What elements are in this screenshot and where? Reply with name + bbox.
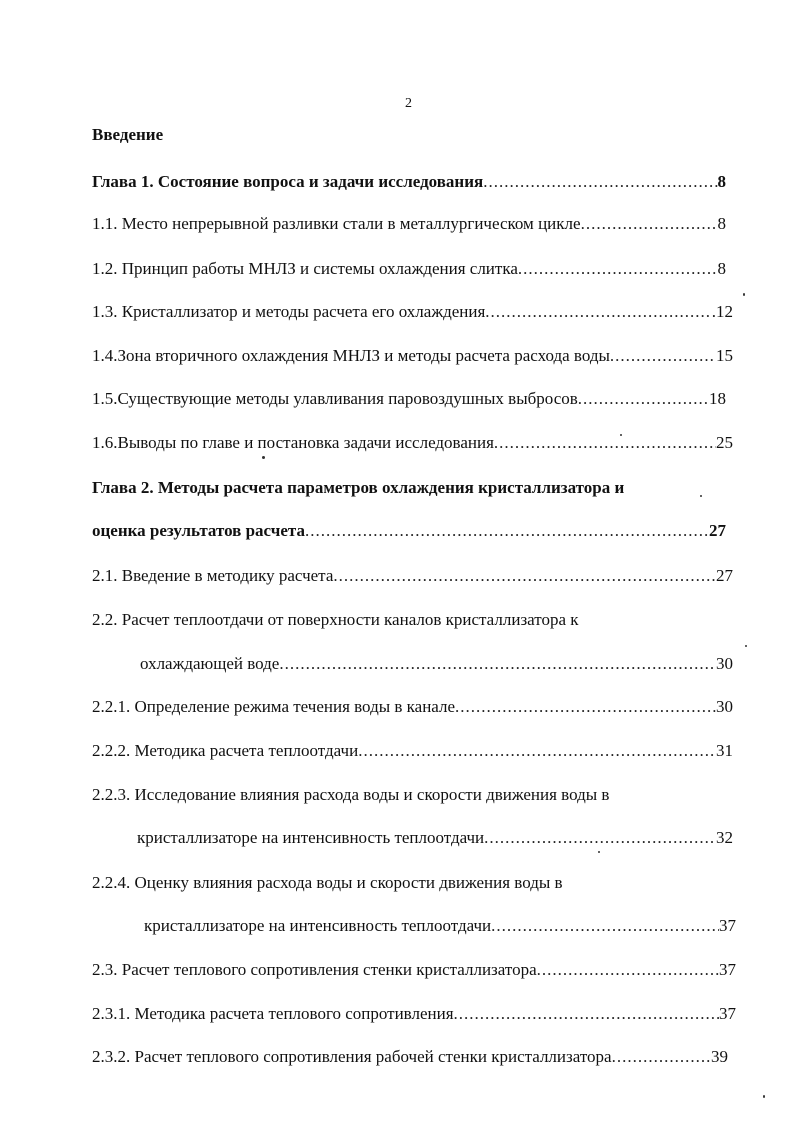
toc-entry-page: 37 (719, 916, 736, 935)
toc-leader-dots (537, 958, 719, 982)
toc-entry-page: 30 (716, 654, 733, 673)
toc-leader-dots (279, 652, 716, 676)
toc-entry-page: 18 (709, 389, 726, 408)
toc-entry-1-5 (92, 387, 726, 411)
toc-entry-1-4 (92, 344, 733, 368)
toc-entry-chapter-2-line-2 (92, 519, 726, 543)
toc-entry-page: 27 (716, 566, 733, 585)
toc-leader-dots (454, 1002, 719, 1026)
scan-speck (763, 1095, 765, 1098)
toc-leader-dots (484, 826, 716, 850)
toc-entry-2-2-3-line-1 (92, 783, 609, 807)
toc-leader-dots (333, 564, 716, 588)
toc-entry-2-2-1 (92, 695, 733, 719)
toc-entry-label: 2.2.2. Методика расчета теплоотдачи (92, 741, 359, 760)
toc-entry-label: 1.4.Зона вторичного охлаждения МНЛЗ и методы расчета расхода воды (92, 346, 610, 365)
toc-entry-label: кристаллизаторе на интенсивность теплоотдачи (144, 916, 492, 935)
toc-entry-page: 32 (716, 828, 733, 847)
toc-entry-2-3-1 (92, 1002, 736, 1026)
toc-entry-label: кристаллизаторе на интенсивность теплоотдачи (137, 828, 485, 847)
toc-entry-label: охлаждающей воде (140, 654, 280, 673)
toc-entry-label: 1.1. Место непрерывной разливки стали в металлургическом цикле (92, 214, 581, 233)
toc-entry-page: 25 (716, 433, 733, 452)
toc-entry-page: 37 (719, 960, 736, 979)
toc-entry-2-2-2 (92, 739, 733, 763)
toc-entry-2-3 (92, 958, 736, 982)
toc-leader-dots (491, 914, 719, 938)
toc-leader-dots (610, 344, 716, 368)
toc-entry-2-2-3-line-2 (137, 826, 733, 850)
scan-speck (598, 851, 600, 853)
toc-entry-page: 8 (717, 214, 726, 233)
scan-speck (700, 495, 702, 497)
toc-entry-page: 30 (716, 697, 733, 716)
heading-introduction: Введение (92, 125, 164, 144)
toc-leader-dots (581, 212, 718, 236)
toc-entry-label: 2.2.3. Исследование влияния расхода воды и скорости движения воды в (92, 785, 610, 804)
toc-entry-label: 2.2. Расчет теплоотдачи от поверхности каналов кристаллизатора к (92, 610, 579, 629)
toc-entry-label: 2.2.4. Оценку влияния расхода воды и скорости движения воды в (92, 873, 563, 892)
toc-entry-page: 15 (716, 346, 733, 365)
toc-entry-label: Глава 2. Методы расчета параметров охлаждения кристаллизатора и (92, 478, 625, 497)
toc-leader-dots (485, 300, 711, 324)
toc-entry-page: 8 (717, 172, 726, 191)
toc-entry-page: .12 (711, 302, 733, 321)
toc-leader-dots (612, 1045, 711, 1069)
toc-entry-label: 2.3. Расчет теплового сопротивления стенки кристаллизатора (92, 960, 537, 979)
toc-entry-2-2-4-line-1 (92, 871, 563, 895)
scan-speck (620, 434, 622, 436)
toc-leader-dots (494, 431, 716, 455)
toc-entry-2-2-line-2 (140, 652, 733, 676)
toc-entry-2-2-line-1 (92, 608, 579, 632)
toc-entry-2-1 (92, 564, 733, 588)
toc-entry-label: 1.6.Выводы по главе и постановка задачи исследования (92, 433, 494, 452)
toc-entry-label: 2.2.1. Определение режима течения воды в канале (92, 697, 456, 716)
toc-leader-dots (358, 739, 716, 763)
toc-entry-label: 1.5.Существующие методы улавливания паровоздушных выбросов (92, 389, 578, 408)
scan-speck (262, 456, 265, 459)
toc-entry-label: 1.3. Кристаллизатор и методы расчета его охлаждения (92, 302, 486, 321)
toc-entry-label: 1.2. Принцип работы МНЛЗ и системы охлаждения слитка (92, 259, 518, 278)
toc-entry-2-2-4-line-2 (144, 914, 736, 938)
toc-entry-page: 37 (719, 1004, 736, 1023)
toc-entry-page: 31 (716, 741, 733, 760)
scan-speck (743, 293, 745, 296)
toc-entry-page: 39 (711, 1047, 728, 1066)
toc-entry-page: 27 (709, 521, 726, 540)
toc-entry-1-6 (92, 431, 733, 455)
toc-entry-chapter-2-line-1 (92, 476, 624, 500)
toc-leader-dots (305, 519, 709, 543)
toc-leader-dots (455, 695, 716, 719)
toc-entry-page: 8 (717, 259, 726, 278)
toc-leader-dots (578, 387, 709, 411)
toc-entry-1-2 (92, 257, 726, 281)
page-number: 2 (405, 96, 412, 111)
toc-entry-2-3-2 (92, 1045, 728, 1069)
toc-entry-label: 2.3.2. Расчет теплового сопротивления рабочей стенки кристаллизатора (92, 1047, 612, 1066)
toc-entry-label: Глава 1. Состояние вопроса и задачи исследования (92, 172, 484, 191)
scan-speck (745, 645, 747, 647)
toc-entry-label: оценка результатов расчета (92, 521, 305, 540)
toc-entry-chapter-1 (92, 170, 726, 194)
toc-leader-dots (483, 170, 717, 194)
toc-entry-label: 2.3.1. Методика расчета теплового сопротивления (92, 1004, 454, 1023)
toc-leader-dots (518, 257, 718, 281)
toc-entry-1-1 (92, 212, 726, 236)
toc-entry-1-3 (92, 300, 733, 324)
toc-entry-label: 2.1. Введение в методику расчета (92, 566, 334, 585)
